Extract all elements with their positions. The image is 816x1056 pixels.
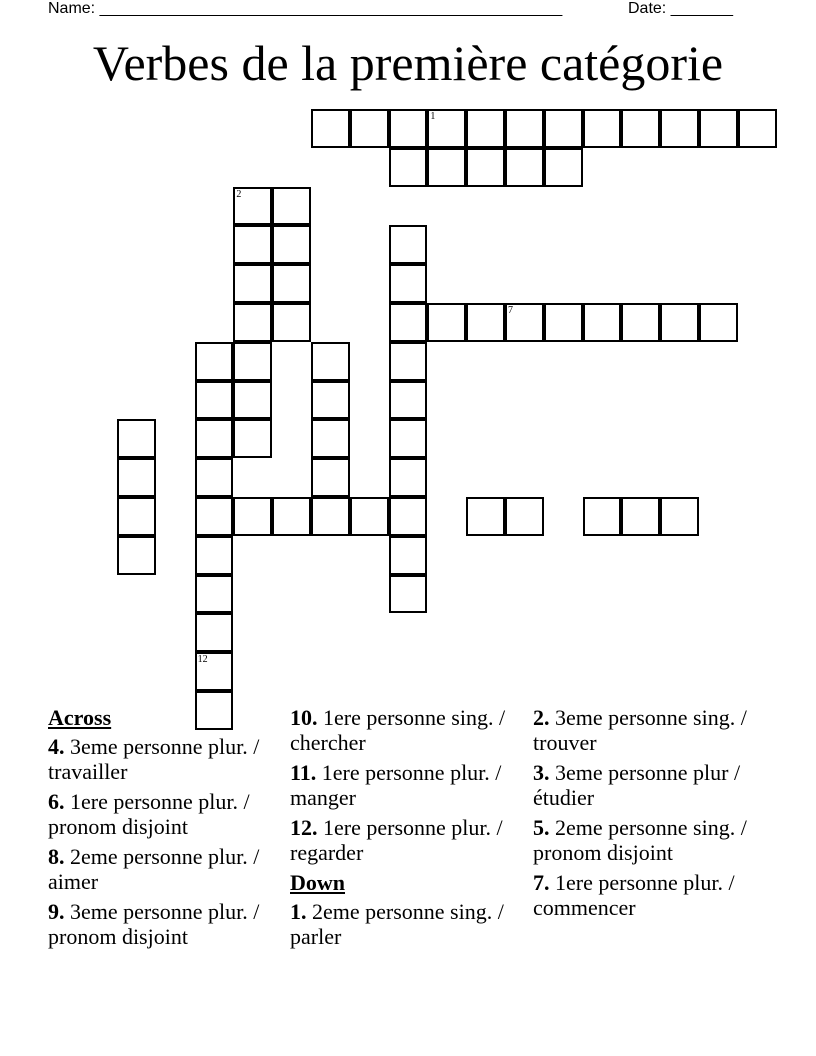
cell-number: 12	[197, 654, 208, 666]
grid-cell[interactable]	[233, 303, 272, 342]
grid-cell[interactable]	[195, 652, 234, 691]
grid-cell[interactable]	[505, 148, 544, 187]
grid-cell[interactable]	[117, 536, 156, 575]
grid-cell[interactable]	[272, 187, 311, 226]
grid-cell[interactable]	[466, 148, 505, 187]
clue-text: 1ere personne plur. / pronom disjoint	[48, 789, 250, 839]
clue-number: 10.	[290, 705, 318, 730]
clue-number: 12.	[290, 815, 318, 840]
grid-cell[interactable]	[389, 303, 428, 342]
grid-cell[interactable]	[311, 458, 350, 497]
clue-number: 3.	[533, 760, 550, 785]
grid-cell[interactable]	[621, 303, 660, 342]
clue-item	[48, 734, 288, 784]
grid-cell[interactable]	[195, 381, 234, 420]
grid-cell[interactable]	[505, 497, 544, 536]
grid-cell[interactable]	[389, 575, 428, 614]
grid-cell[interactable]	[272, 264, 311, 303]
grid-cell[interactable]	[195, 536, 234, 575]
clue-item	[533, 815, 773, 865]
grid-cell[interactable]	[272, 303, 311, 342]
grid-cell[interactable]	[699, 303, 738, 342]
grid-cell[interactable]	[660, 109, 699, 148]
clue-text: 1ere personne plur. / manger	[290, 760, 502, 810]
grid-cell[interactable]	[389, 264, 428, 303]
grid-cell[interactable]	[660, 303, 699, 342]
grid-cell[interactable]	[117, 458, 156, 497]
grid-cell[interactable]	[660, 497, 699, 536]
grid-cell[interactable]	[544, 148, 583, 187]
clue-item	[290, 899, 530, 949]
grid-cell[interactable]	[389, 497, 428, 536]
grid-cell[interactable]	[233, 381, 272, 420]
clue-text: 2eme personne sing. / pronom disjoint	[533, 815, 747, 865]
grid-cell[interactable]	[583, 109, 622, 148]
clue-number: 2.	[533, 705, 550, 730]
grid-cell[interactable]	[311, 419, 350, 458]
page-title: Verbes de la première catégorie	[92, 35, 724, 91]
clue-item	[48, 899, 288, 949]
grid-cell[interactable]	[311, 381, 350, 420]
clue-number: 7.	[533, 870, 550, 895]
clue-column-1	[48, 705, 288, 954]
name-field[interactable]: Name: ____________________________________________________	[48, 0, 563, 17]
clue-column-2	[290, 705, 530, 954]
clue-text: 2eme personne plur. / aimer	[48, 844, 260, 894]
grid-cell[interactable]	[389, 109, 428, 148]
grid-cell[interactable]	[195, 575, 234, 614]
grid-cell[interactable]	[311, 342, 350, 381]
grid-cell[interactable]	[389, 381, 428, 420]
clue-text: 2eme personne sing. / parler	[290, 899, 504, 949]
grid-cell[interactable]	[195, 419, 234, 458]
date-field[interactable]: Date: _______	[628, 0, 733, 17]
grid-cell[interactable]	[311, 109, 350, 148]
grid-cell[interactable]	[389, 225, 428, 264]
clue-text: 3eme personne plur. / pronom disjoint	[48, 899, 260, 949]
grid-cell[interactable]	[195, 342, 234, 381]
grid-cell[interactable]	[427, 148, 466, 187]
clue-item	[48, 789, 288, 839]
clue-text: 1ere personne sing. / chercher	[290, 705, 506, 755]
grid-cell[interactable]	[544, 303, 583, 342]
clue-number: 11.	[290, 760, 317, 785]
grid-cell[interactable]	[117, 497, 156, 536]
clue-number: 8.	[48, 844, 65, 869]
grid-cell[interactable]	[505, 303, 544, 342]
cell-number: 7	[508, 305, 513, 316]
grid-cell[interactable]	[389, 458, 428, 497]
grid-cell[interactable]	[466, 497, 505, 536]
clue-item	[533, 870, 773, 920]
grid-cell[interactable]	[583, 303, 622, 342]
clue-item	[290, 815, 530, 865]
grid-cell[interactable]	[195, 458, 234, 497]
grid-cell[interactable]	[583, 497, 622, 536]
clue-number: 5.	[533, 815, 550, 840]
grid-cell[interactable]	[350, 109, 389, 148]
clue-text: 1ere personne plur. / regarder	[290, 815, 503, 865]
clue-number: 6.	[48, 789, 65, 814]
clue-number: 9.	[48, 899, 65, 924]
clue-heading-down: Down	[290, 870, 346, 895]
grid-cell[interactable]	[195, 497, 234, 536]
grid-cell[interactable]	[233, 342, 272, 381]
grid-cell[interactable]	[466, 303, 505, 342]
grid-cell[interactable]	[311, 497, 350, 536]
cell-number: 2	[236, 188, 242, 200]
grid-cell[interactable]	[272, 497, 311, 536]
grid-cell[interactable]	[466, 109, 505, 148]
clue-heading-across: Across	[48, 705, 112, 730]
grid-cell[interactable]	[389, 148, 428, 187]
clue-item	[290, 760, 530, 810]
clue-item	[533, 705, 773, 755]
grid-cell[interactable]	[427, 303, 466, 342]
grid-cell[interactable]	[389, 419, 428, 458]
grid-cell[interactable]	[389, 536, 428, 575]
clue-text: 1ere personne plur. / commencer	[533, 870, 735, 920]
cell-number: 1	[430, 111, 436, 122]
grid-cell[interactable]	[621, 497, 660, 536]
grid-cell[interactable]	[233, 264, 272, 303]
grid-cell[interactable]	[699, 109, 738, 148]
grid-cell[interactable]	[738, 109, 777, 148]
grid-cell[interactable]	[350, 497, 389, 536]
grid-cell[interactable]	[233, 187, 272, 226]
grid-cell[interactable]	[272, 225, 311, 264]
grid-cell[interactable]	[233, 225, 272, 264]
grid-cell[interactable]	[389, 342, 428, 381]
clue-column-3	[533, 705, 773, 925]
clue-item	[533, 760, 773, 810]
grid-cell[interactable]	[117, 419, 156, 458]
clue-item	[48, 844, 288, 894]
clue-text: 3eme personne plur. / travailler	[48, 734, 260, 784]
grid-cell[interactable]	[233, 497, 272, 536]
grid-cell[interactable]	[544, 109, 583, 148]
clue-number: 4.	[48, 734, 65, 759]
grid-cell[interactable]	[233, 419, 272, 458]
clue-text: 3eme personne plur / étudier	[533, 760, 741, 810]
clue-number: 1.	[290, 899, 307, 924]
clue-item	[290, 705, 530, 755]
header	[48, 0, 748, 18]
clue-text: 3eme personne sing. / trouver	[533, 705, 747, 755]
grid-cell[interactable]	[505, 109, 544, 148]
grid-cell[interactable]	[427, 109, 466, 148]
grid-cell[interactable]	[621, 109, 660, 148]
grid-cell[interactable]	[195, 613, 234, 652]
